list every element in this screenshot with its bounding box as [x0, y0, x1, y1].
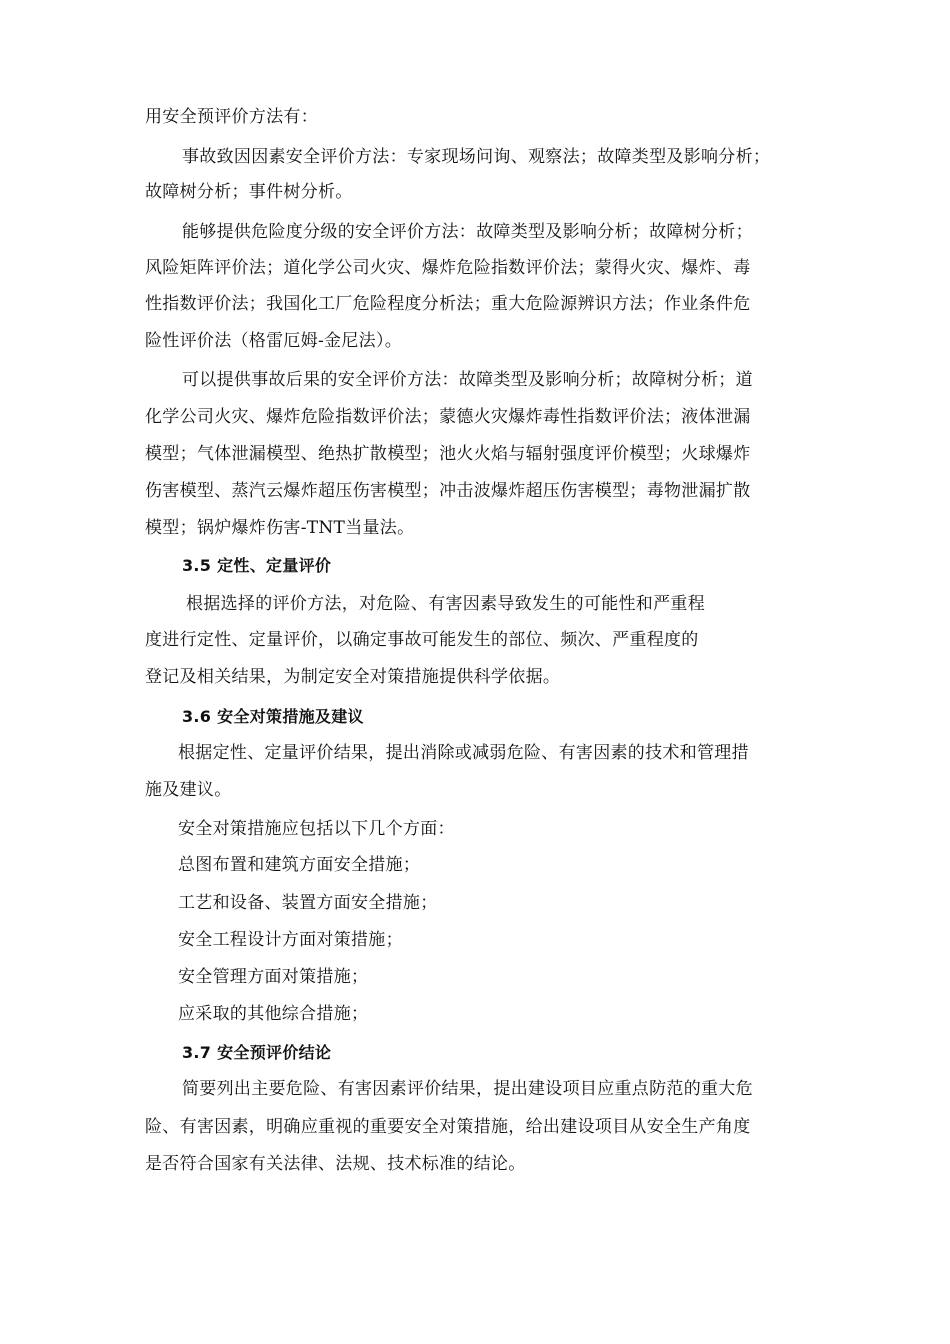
paragraph-line: 性指数评价法；我国化工厂危险程度分析法；重大危险源辨识方法；作业条件危: [145, 294, 751, 314]
paragraph-line: 模型；气体泄漏模型、绝热扩散模型；池火火焰与辐射强度评价模型；火球爆炸: [145, 444, 751, 464]
paragraph-line: 根据选择的评价方法，对危险、有害因素导致发生的可能性和严重程: [186, 594, 705, 614]
paragraph-line: 险、有害因素，明确应重视的重要安全对策措施，给出建设项目从安全生产角度: [145, 1117, 751, 1137]
paragraph-line: 施及建议。: [145, 780, 232, 800]
paragraph-line: 简要列出主要危险、有害因素评价结果，提出建设项目应重点防范的重大危: [182, 1079, 753, 1099]
list-item: 应采取的其他综合措施；: [178, 1004, 369, 1024]
paragraph-line: 事故致因因素安全评价方法：专家现场问询、观察法；故障类型及影响分析；: [182, 147, 771, 167]
paragraph-line: 故障树分析；事件树分析。: [145, 182, 353, 202]
paragraph-line: 是否符合国家有关法律、法规、技术标准的结论。: [145, 1154, 526, 1174]
paragraph-line: 能够提供危险度分级的安全评价方法：故障类型及影响分析；故障树分析；: [182, 222, 753, 242]
paragraph-line: 化学公司火灾、爆炸危险指数评价法；蒙德火灾爆炸毒性指数评价法；液体泄漏: [145, 407, 751, 427]
list-item: 工艺和设备、装置方面安全措施；: [178, 893, 438, 913]
section-heading: 3.5 定性、定量评价: [182, 556, 332, 575]
paragraph-line: 险性评价法（格雷厄姆-金尼法）。: [145, 331, 403, 351]
list-item: 安全工程设计方面对策措施；: [178, 930, 403, 950]
list-item: 安全管理方面对策措施；: [178, 967, 369, 987]
intro-line: 用安全预评价方法有：: [145, 107, 318, 127]
paragraph-line: 根据定性、定量评价结果，提出消除或减弱危险、有害因素的技术和管理措: [178, 743, 749, 763]
paragraph-line: 可以提供事故后果的安全评价方法：故障类型及影响分析；故障树分析；道: [182, 370, 753, 390]
paragraph-line: 模型；锅炉爆炸伤害-TNT当量法。: [145, 518, 415, 538]
paragraph-line: 伤害模型、蒸汽云爆炸超压伤害模型；冲击波爆炸超压伤害模型；毒物泄漏扩散: [145, 481, 751, 501]
list-intro: 安全对策措施应包括以下几个方面：: [178, 819, 455, 839]
section-heading: 3.7 安全预评价结论: [182, 1043, 332, 1062]
paragraph-line: 登记及相关结果，为制定安全对策措施提供科学依据。: [145, 667, 561, 687]
list-item: 总图布置和建筑方面安全措施；: [178, 855, 421, 875]
section-heading: 3.6 安全对策措施及建议: [182, 707, 364, 726]
paragraph-line: 度进行定性、定量评价，以确定事故可能发生的部位、频次、严重程度的: [145, 630, 699, 650]
paragraph-line: 风险矩阵评价法；道化学公司火灾、爆炸危险指数评价法；蒙得火灾、爆炸、毒: [145, 258, 751, 278]
